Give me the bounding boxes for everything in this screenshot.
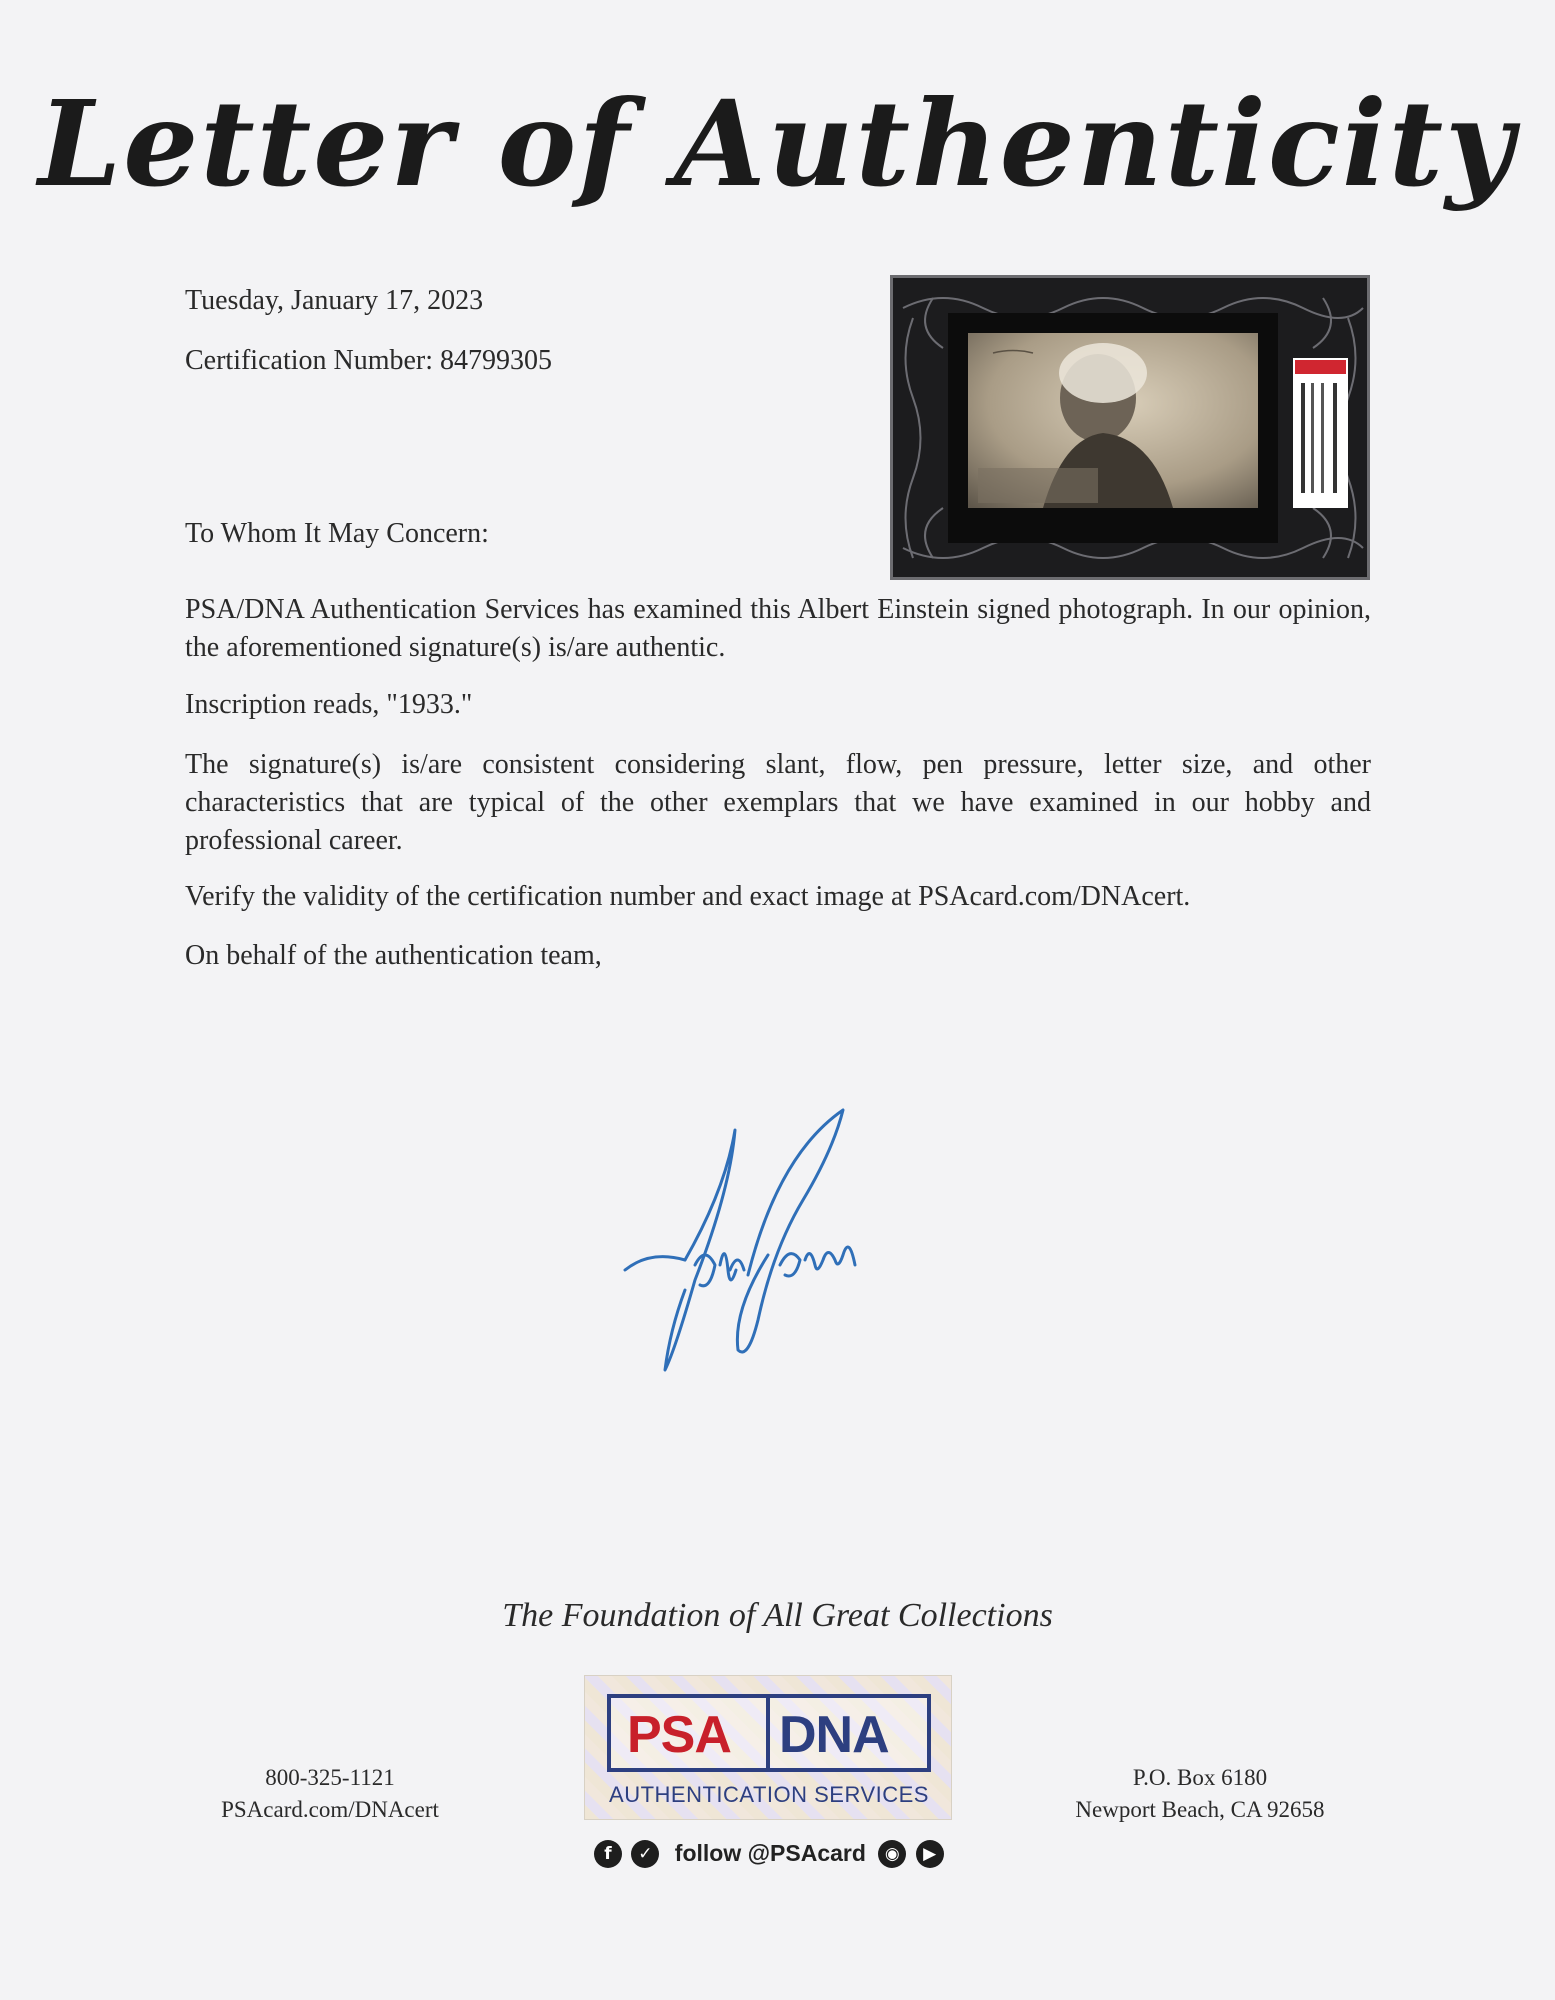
logo-psa-text: PSA [627,1706,731,1764]
footer-contact [200,1762,460,1826]
title-text: Letter of Authenticity [38,74,1516,213]
website-link[interactable]: PSAcard.com/DNAcert [221,1797,439,1822]
paragraph-consistency: The signature(s) is/are consistent considering slant, flow, pen pressure, letter size, and other characteristics that are typical of the other exemplars that we have examined in our hobby and professional career. [185,749,1371,856]
paragraph-inscription: Inscription reads, "1933." [185,689,473,720]
authenticator-signature [610,1105,890,1385]
instagram-icon[interactable]: ◉ [878,1840,906,1868]
youtube-icon[interactable]: ▶ [916,1840,944,1868]
greeting: To Whom It May Concern: [185,518,489,549]
logo-divider [766,1698,770,1768]
logo-subtitle: AUTHENTICATION SERVICES [609,1782,929,1807]
footer-tagline: The Foundation of All Great Collections [502,1597,1053,1634]
facebook-icon[interactable]: f [594,1840,622,1868]
footer-address [1040,1762,1360,1826]
page-title [0,60,1555,230]
paragraph-examination: PSA/DNA Authentication Services has examined this Albert Einstein signed photograph. In our opinion, the aforementioned signature(s) is/are authentic. [185,594,1371,663]
address-line-1: P.O. Box 6180 [1132,1765,1268,1790]
logo-box [607,1694,931,1772]
psa-dna-logo [584,1675,952,1820]
logo-dna-text: DNA [779,1706,889,1764]
social-handle: follow @PSAcard [674,1840,866,1867]
signature-icon [610,1105,890,1385]
letter-date: Tuesday, January 17, 2023 [185,285,484,316]
address-line-2: Newport Beach, CA 92658 [1075,1797,1325,1822]
phone-number: 800-325-1121 [265,1765,395,1790]
social-bar [594,1839,964,1875]
slab-photo [890,275,1370,580]
title-script [0,60,1555,230]
closing-line: On behalf of the authentication team, [185,940,602,971]
certification-number: Certification Number: 84799305 [185,345,553,376]
paragraph-verify: Verify the validity of the certification number and exact image at PSAcard.com/DNAcert. [185,881,1191,912]
twitter-icon[interactable]: ✓ [631,1840,659,1868]
slab-photo-icon [893,278,1367,577]
